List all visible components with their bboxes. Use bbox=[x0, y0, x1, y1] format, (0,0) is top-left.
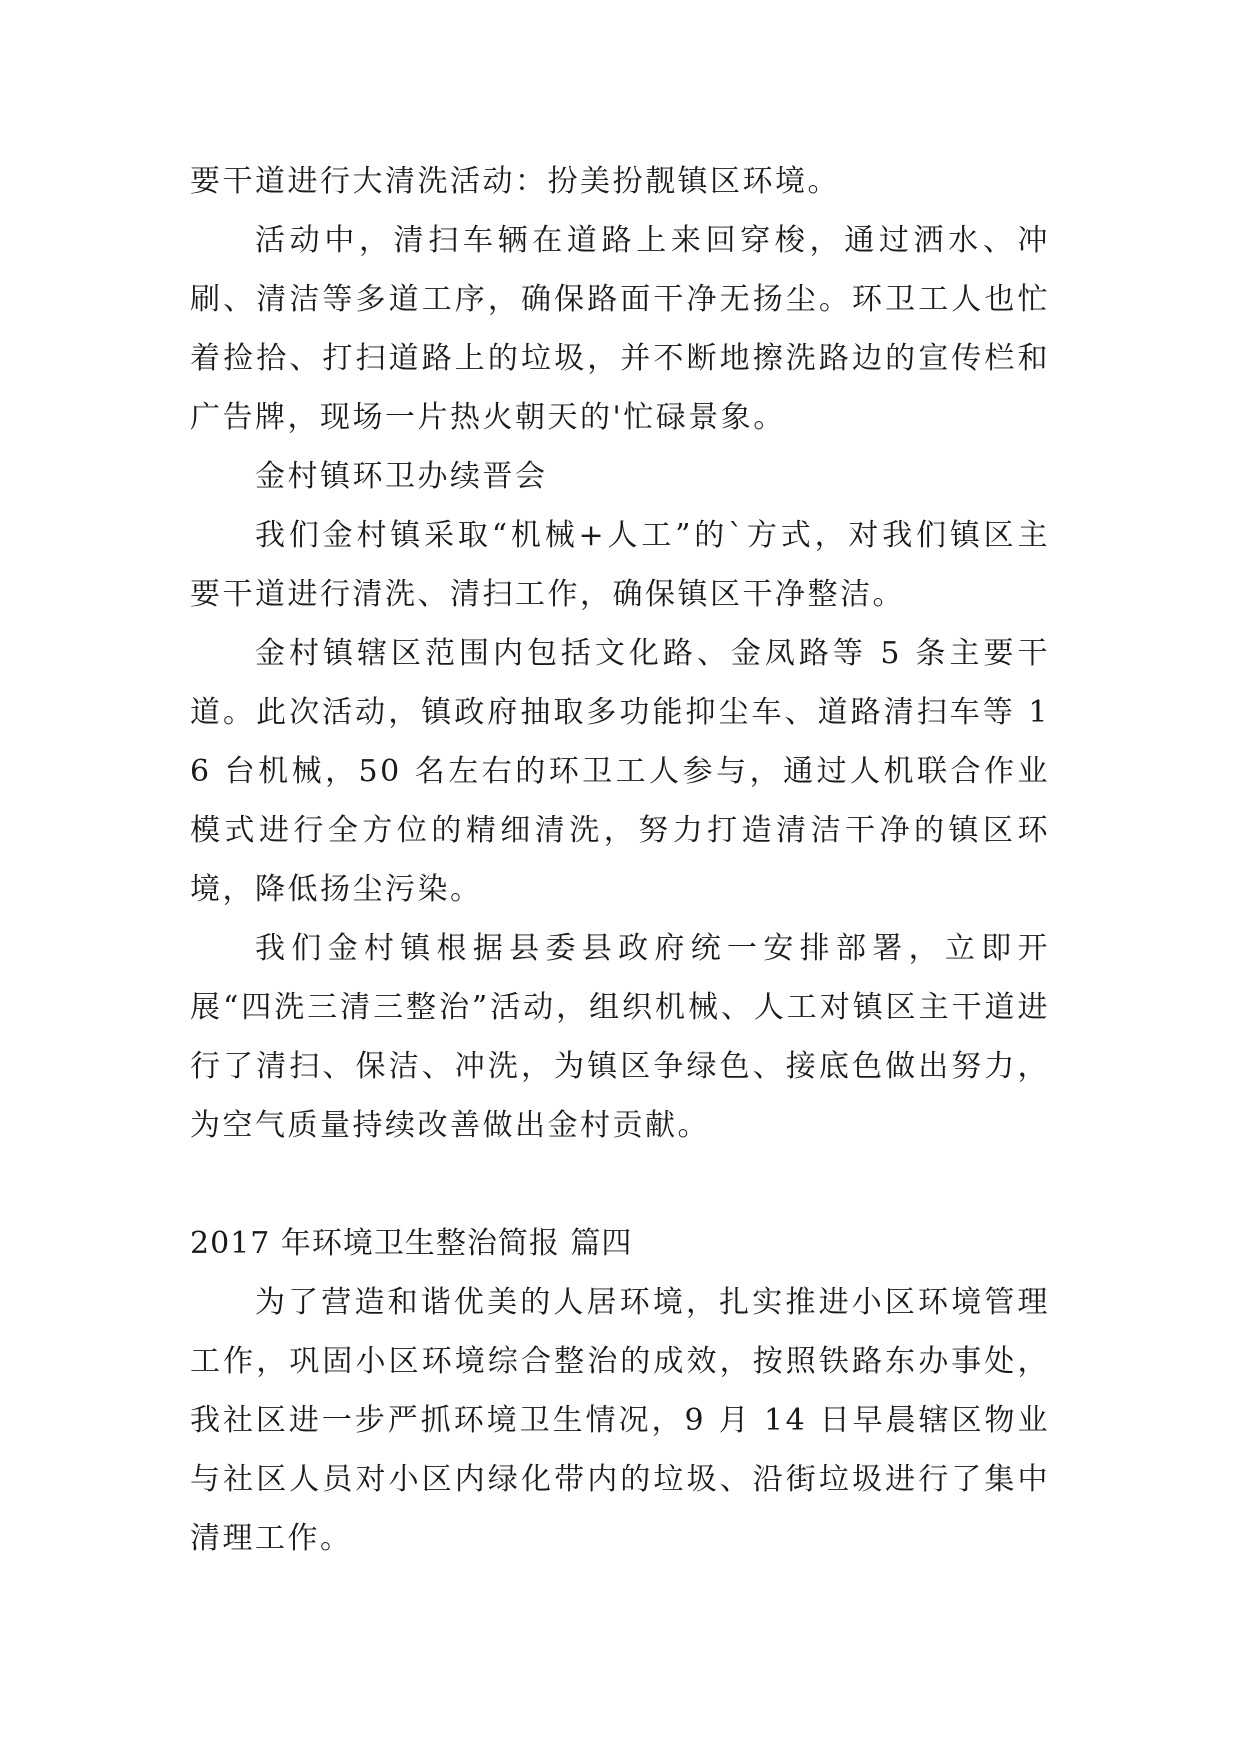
section-title: 2017 年环境卫生整治简报 篇四 bbox=[190, 1226, 633, 1261]
paragraph: 金村镇辖区范围内包括文化路、金凤路等 5 条主要干道。此次活动，镇政府抽取多功能抑尘车、道路清扫车等 16 台机械，50 名左右的环卫工人参与，通过人机联合作业模式进行全方位的精细清洗，努力打造清洁干净的镇区环境，降低扬尘污染。 bbox=[190, 636, 1050, 907]
paragraph: 我们金村镇采取“机械+人工”的`方式，对我们镇区主要干道进行清洗、清扫工作，确保镇区干净整洁。 bbox=[190, 518, 1050, 612]
paragraph: 活动中，清扫车辆在道路上来回穿梭，通过洒水、冲刷、清洁等多道工序，确保路面干净无扬尘。环卫工人也忙着捡拾、打扫道路上的垃圾，并不断地擦洗路边的宣传栏和广告牌，现场一片热火朝天的'忙碌景象。 bbox=[190, 223, 1050, 435]
section-spacer bbox=[190, 1155, 1050, 1214]
paragraph: 为了营造和谐优美的人居环境，扎实推进小区环境管理工作，巩固小区环境综合整治的成效，按照铁路东办事处，我社区进一步严抓环境卫生情况，9 月 14 日早晨辖区物业与社区人员对小区内绿化带内的垃圾、沿街垃圾进行了集中清理工作。 bbox=[190, 1285, 1050, 1556]
paragraph-subheading: 金村镇环卫办续晋会 bbox=[255, 459, 548, 494]
paragraph: 要干道进行大清洗活动：扮美扮靓镇区环境。 bbox=[190, 164, 840, 199]
paragraph: 我们金村镇根据县委县政府统一安排部署，立即开展“四洗三清三整治”活动，组织机械、人工对镇区主干道进行了清扫、保洁、冲洗，为镇区争绿色、接底色做出努力，为空气质量持续改善做出金村贡献。 bbox=[190, 931, 1050, 1143]
document-body bbox=[190, 152, 1050, 1568]
